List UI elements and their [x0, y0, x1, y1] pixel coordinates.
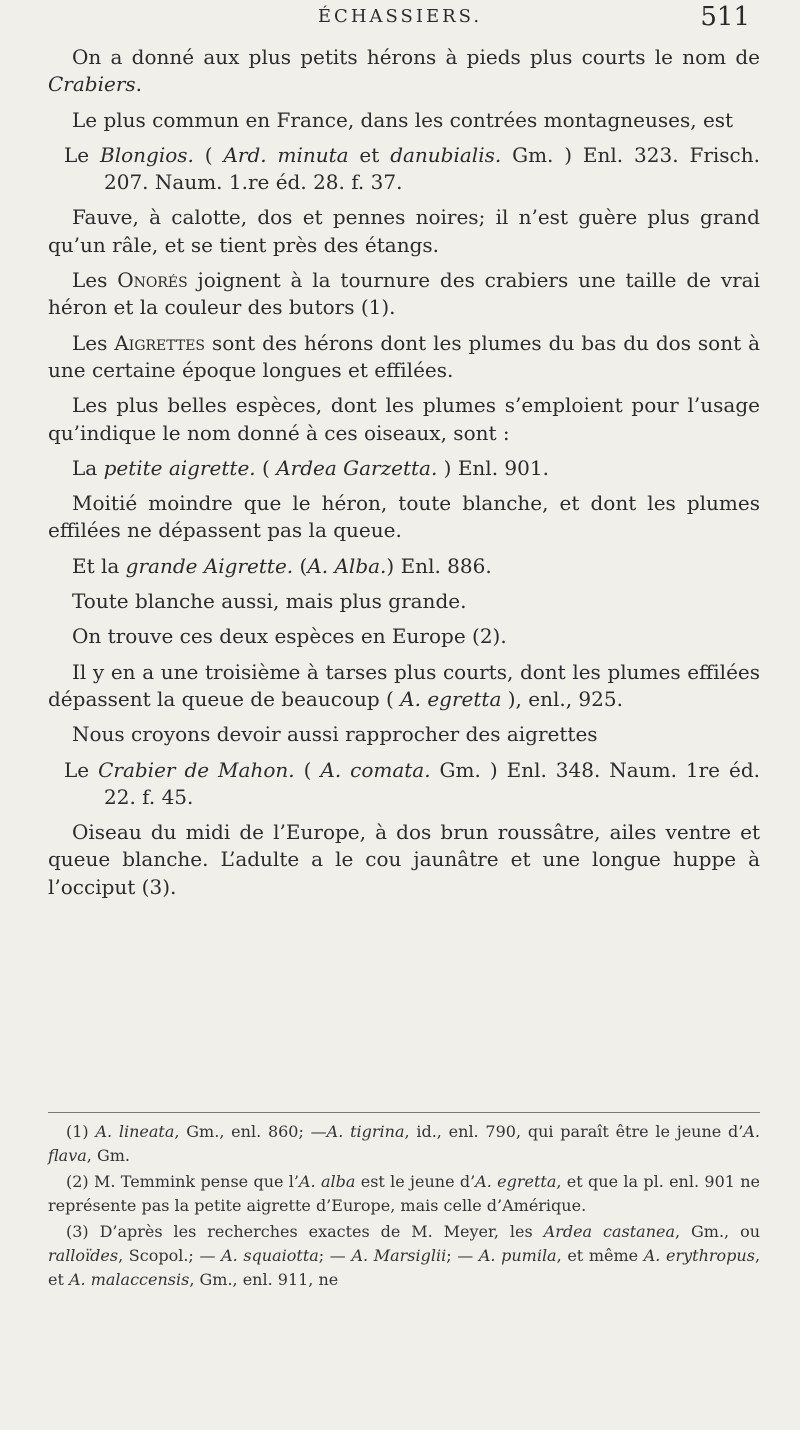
paragraph: Fauve, à calotte, dos et pennes noires; il n’est guère plus grand qu’un râle, et se tient près des étangs.	[48, 205, 760, 257]
paragraph: Il y en a une troisième à tarses plus courts, dont les plumes effilées dépassent la queue de beaucoup ( A. egretta ), enl., 925.	[48, 659, 760, 711]
paragraph: Toute blanche aussi, mais plus grande.	[72, 589, 467, 614]
species-entry: La petite aigrette. ( Ardea Garzetta. ) Enl. 901.	[72, 455, 549, 480]
footnote: (2) M. Temmink pense que l’A. alba est le jeune d’A. egretta, et que la pl. enl. 901 ne représente pas la petite aigrette d’Europe, mais celle d’Amérique.	[48, 1172, 761, 1215]
footnote: (1) A. lineata, Gm., enl. 860; —A. tigrina, id., enl. 790, qui paraît être le jeune d’A. flava, Gm.	[48, 1122, 761, 1165]
paragraph: Le plus commun en France, dans les contrées montagneuses, est	[72, 107, 734, 132]
running-title: ÉCHASSIERS.	[317, 6, 483, 27]
paragraph: Les plus belles espèces, dont les plumes s’emploient pour l’usage qu’indique le nom donné à ces oiseaux, sont :	[48, 393, 760, 445]
paragraph: Oiseau du midi de l’Europe, à dos brun roussâtre, ailes ventre et queue blanche. L’adulte a le cou jaunâtre et une longue huppe à l’occiput (3).	[48, 820, 760, 899]
species-entry: Le Blongios. ( Ard. minuta et danubialis. Gm. ) Enl. 323. Frisch. 207. Naum. 1.re éd. 28. f. 37.	[64, 142, 760, 195]
paragraph: Les Aigrettes sont des hérons dont les plumes du bas du dos sont à une certaine époque longues et effilées.	[48, 330, 761, 382]
species-entry: Le Crabier de Mahon. ( A. comata. Gm. ) Enl. 348. Naum. 1re éd. 22. f. 45.	[64, 757, 760, 809]
paragraph: Les Onorés joignent à la tournure des crabiers une taille de vrai héron et la couleur des butors (1).	[48, 268, 760, 320]
page-number: 511	[700, 2, 750, 32]
footnote: (3) D’après les recherches exactes de M. Meyer, les Ardea castanea, Gm., ou ralloïdes, Scopol.; — A. squaiotta; — A. Marsiglii; — A. pumila, et même A. erythropus, et A. malaccensis, Gm., enl. 911, ne	[48, 1222, 761, 1289]
paragraph: On trouve ces deux espèces en Europe (2).	[72, 624, 507, 649]
paragraph: On a donné aux plus petits hérons à pieds plus courts le nom de Crabiers.	[48, 45, 760, 97]
paragraph: Moitié moindre que le héron, toute blanche, et dont les plumes effilées ne dépassent pas la queue.	[48, 491, 760, 543]
page-header	[0, 2, 800, 42]
paragraph: Nous croyons devoir aussi rapprocher des aigrettes	[72, 722, 598, 747]
footnote-divider	[48, 1112, 760, 1113]
main-text	[48, 44, 760, 909]
footnotes	[48, 1120, 760, 1294]
species-entry: Et la grande Aigrette. (A. Alba.) Enl. 886.	[72, 553, 492, 578]
